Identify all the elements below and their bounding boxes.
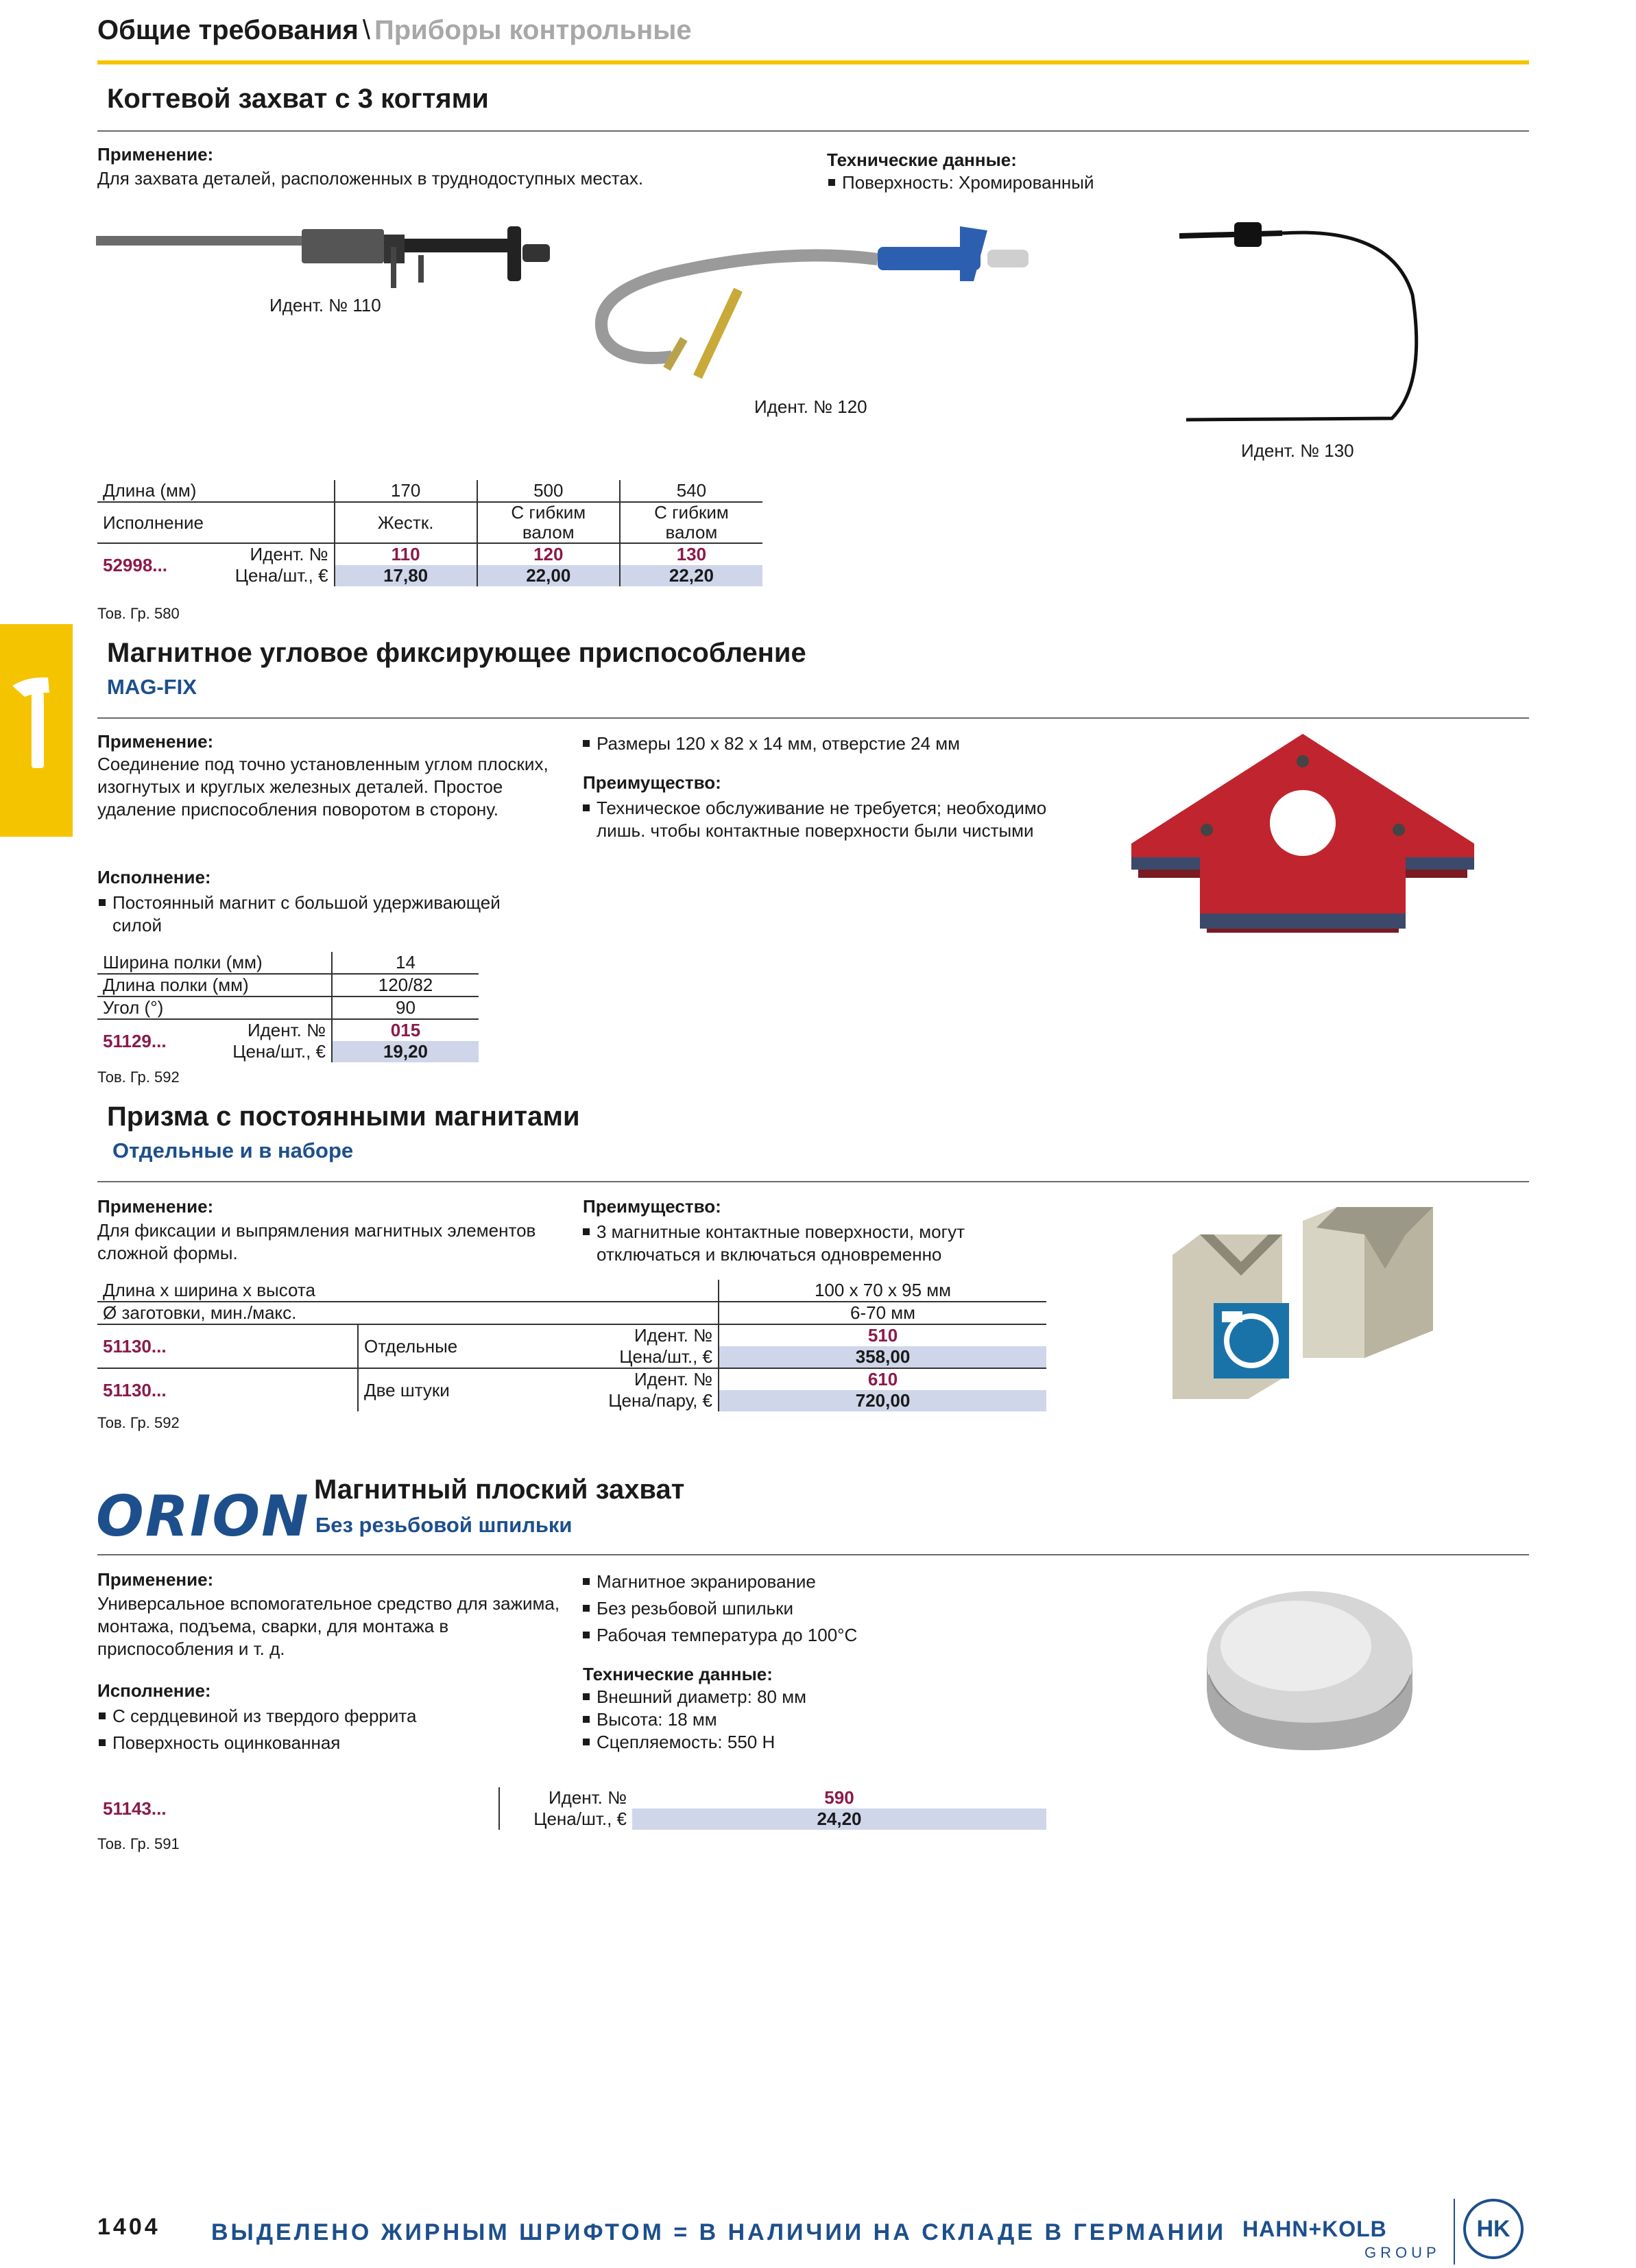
table-cell: 540: [620, 480, 762, 502]
section-rule: [97, 717, 1529, 719]
ident-value[interactable]: 590: [824, 1787, 854, 1808]
advantage-label: Преимущество:: [583, 1196, 721, 1217]
advantage-item: 3 магнитные контактные поверхности, могут отключаться и включаться одновременно: [581, 1221, 1034, 1266]
feature-item: Без резьбовой шпильки: [581, 1597, 1061, 1620]
ident-label: Идент. №: [634, 1369, 713, 1389]
ident-label: Идент. №: [250, 544, 328, 564]
tech-item: Поверхность: Хромированный: [827, 171, 1444, 194]
table-cell: 14: [332, 952, 479, 974]
product-subtitle: Отдельные и в наборе: [112, 1138, 354, 1162]
tech-list: [827, 171, 1444, 194]
ident-value[interactable]: 610: [719, 1368, 1046, 1390]
product-title: Призма с постоянными магнитами: [107, 1101, 580, 1132]
claw-grabber-flexible-image: [576, 219, 1070, 391]
product-group: Тов. Гр. 592: [97, 1414, 180, 1431]
table-header: Ширина полки (мм): [97, 952, 332, 974]
application-label: Применение:: [97, 1569, 214, 1590]
article-number[interactable]: 51130...: [103, 1379, 167, 1400]
breadcrumb-section[interactable]: Общие требования: [97, 15, 359, 45]
section-rule: [97, 130, 1529, 132]
version-list: [97, 892, 550, 937]
magfix-angle-image: [1124, 727, 1481, 946]
feature-list: [581, 1571, 1061, 1647]
application-label: Применение:: [97, 731, 214, 752]
table-header: Ø заготовки, мин./макс.: [97, 1302, 719, 1324]
variant-label: Две штуки: [358, 1368, 466, 1411]
size-item: Размеры 120 x 82 x 14 мм, отверстие 24 мм: [581, 732, 1061, 755]
advantage-item: Техническое обслуживание не требуется; необходимо лишь. чтобы контактные поверхности были чистыми: [581, 797, 1048, 842]
table-cell: 500: [477, 480, 620, 502]
price-label: Цена/шт., €: [499, 1809, 632, 1830]
price-value: 720,00: [719, 1390, 1046, 1411]
price-value: 358,00: [719, 1346, 1046, 1368]
product-table: [97, 1787, 1046, 1830]
breadcrumb: [97, 15, 692, 46]
version-item: Постоянный магнит с большой удерживающей силой: [97, 892, 550, 937]
price-value: 19,20: [332, 1041, 479, 1062]
price-value: 24,20: [632, 1809, 1046, 1830]
product-title: Магнитное угловое фиксирующее приспособление: [107, 638, 806, 668]
price-label: Цена/шт., €: [232, 1041, 326, 1062]
advantage-label: Преимущество:: [583, 772, 721, 793]
hahn-kolb-logo: HAHN+KOLB: [1242, 2217, 1387, 2241]
table-cell: С гибким валом: [620, 502, 762, 543]
hahn-kolb-group: GROUP: [1364, 2244, 1441, 2261]
advantage-list: [581, 1221, 1034, 1266]
header-rule: [97, 60, 1529, 64]
table-cell: 6-70 мм: [719, 1302, 1046, 1324]
product-subtitle: Без резьбовой шпильки: [315, 1513, 573, 1537]
stock-note: ВЫДЕЛЕНО ЖИРНЫМ ШРИФТОМ = В НАЛИЧИИ НА СКЛАДЕ В ГЕРМАНИИ: [211, 2219, 1227, 2245]
price-value: 17,80: [335, 565, 477, 586]
table-header: Длина полки (мм): [97, 974, 332, 996]
product-table: [97, 480, 762, 586]
application-text: Универсальное вспомогательное средство для зажима, монтажа, подъема, сварки, для монтажа в приспособления и т. д.: [97, 1593, 560, 1659]
table-cell: 120/82: [332, 974, 479, 996]
tech-label: Технические данные:: [583, 1664, 773, 1684]
application-label: Применение:: [97, 1196, 214, 1217]
ident-value[interactable]: 110: [335, 543, 477, 565]
product-title: Когтевой захват с 3 когтями: [107, 84, 489, 114]
ident-value[interactable]: 510: [719, 1324, 1046, 1346]
orion-logo: ORION: [96, 1484, 310, 1549]
tech-list: [581, 1686, 1061, 1754]
image-caption: Идент. № 120: [754, 396, 867, 417]
ident-label: Идент. №: [634, 1325, 713, 1346]
table-header: Исполнение: [97, 502, 335, 543]
ident-label: Идент. №: [247, 1020, 326, 1040]
breadcrumb-subsection[interactable]: Приборы контрольные: [374, 15, 692, 45]
hammer-icon: [0, 624, 73, 837]
product-table: [97, 952, 479, 1062]
ident-value[interactable]: 120: [477, 543, 620, 565]
price-value: 22,20: [620, 565, 762, 586]
version-list: [97, 1705, 564, 1754]
price-value: 22,00: [477, 565, 620, 586]
version-label: Исполнение:: [97, 867, 211, 887]
hk-emblem-icon: HK: [1463, 2199, 1524, 2259]
table-cell: 100 x 70 x 95 мм: [719, 1280, 1046, 1302]
product-table: [97, 1280, 1046, 1411]
size-list: [581, 732, 1061, 755]
variant-label: Отдельные: [358, 1324, 466, 1368]
tech-item: Высота: 18 мм: [581, 1708, 1061, 1731]
feature-item: Магнитное экранирование: [581, 1571, 1061, 1593]
price-label: Цена/шт., €: [234, 565, 328, 586]
version-item: С сердцевиной из твердого феррита: [97, 1705, 564, 1728]
page-number: 1404: [97, 2214, 160, 2240]
tech-item: Сцепляемость: 550 Н: [581, 1731, 1061, 1754]
product-group: Тов. Гр. 580: [97, 605, 180, 622]
image-caption: Идент. № 130: [1241, 440, 1354, 461]
category-tab: [0, 624, 73, 837]
application-label: Применение:: [97, 144, 214, 165]
flat-magnet-image: [1200, 1577, 1419, 1756]
ident-value[interactable]: 015: [332, 1019, 479, 1041]
claw-grabber-cable-image: [1166, 213, 1454, 439]
table-header: Угол (°): [97, 996, 332, 1019]
article-number[interactable]: 52998...: [103, 554, 167, 575]
price-label: Цена/пару, €: [608, 1390, 713, 1411]
tech-item: Внешний диаметр: 80 мм: [581, 1686, 1061, 1708]
footer-divider: [1454, 2199, 1455, 2265]
table-cell: Жестк.: [335, 502, 477, 543]
product-group: Тов. Гр. 591: [97, 1835, 180, 1852]
product-title: Магнитный плоский захват: [314, 1475, 685, 1505]
article-number[interactable]: 51129...: [103, 1030, 167, 1051]
claw-grabber-rigid-image: [96, 219, 590, 295]
ident-label: Идент. №: [499, 1787, 632, 1809]
table-header: Длина (мм): [97, 480, 335, 502]
application-text: Для захвата деталей, расположенных в труднодоступных местах.: [97, 168, 644, 189]
version-item: Поверхность оцинкованная: [97, 1732, 564, 1754]
tech-label: Технические данные:: [827, 150, 1017, 170]
table-cell: С гибким валом: [477, 502, 620, 543]
section-rule: [97, 1554, 1529, 1555]
feature-item: Рабочая температура до 100°C: [581, 1624, 1061, 1647]
image-caption: Идент. № 110: [269, 295, 381, 315]
product-group: Тов. Гр. 592: [97, 1069, 180, 1086]
article-number[interactable]: 51130...: [97, 1324, 358, 1368]
breadcrumb-separator: \: [362, 15, 370, 45]
table-cell: 90: [332, 996, 479, 1019]
table-cell: 170: [335, 480, 477, 502]
v-block-magnets-image: [1159, 1193, 1447, 1399]
version-label: Исполнение:: [97, 1680, 211, 1701]
application-text: Соединение под точно установленным углом плоских, изогнутых и круглых железных деталей. Простое удаление приспособления поворотом в сторону.: [97, 754, 549, 820]
section-rule: [97, 1181, 1529, 1182]
application-text: Для фиксации и выпрямления магнитных элементов сложной формы.: [97, 1220, 536, 1263]
ident-value[interactable]: 130: [620, 543, 762, 565]
advantage-list: [581, 797, 1048, 842]
price-label: Цена/шт., €: [466, 1346, 719, 1368]
product-subtitle: MAG-FIX: [107, 675, 197, 699]
table-header: Длина x ширина x высота: [97, 1280, 719, 1302]
article-number[interactable]: 51143...: [103, 1798, 167, 1819]
